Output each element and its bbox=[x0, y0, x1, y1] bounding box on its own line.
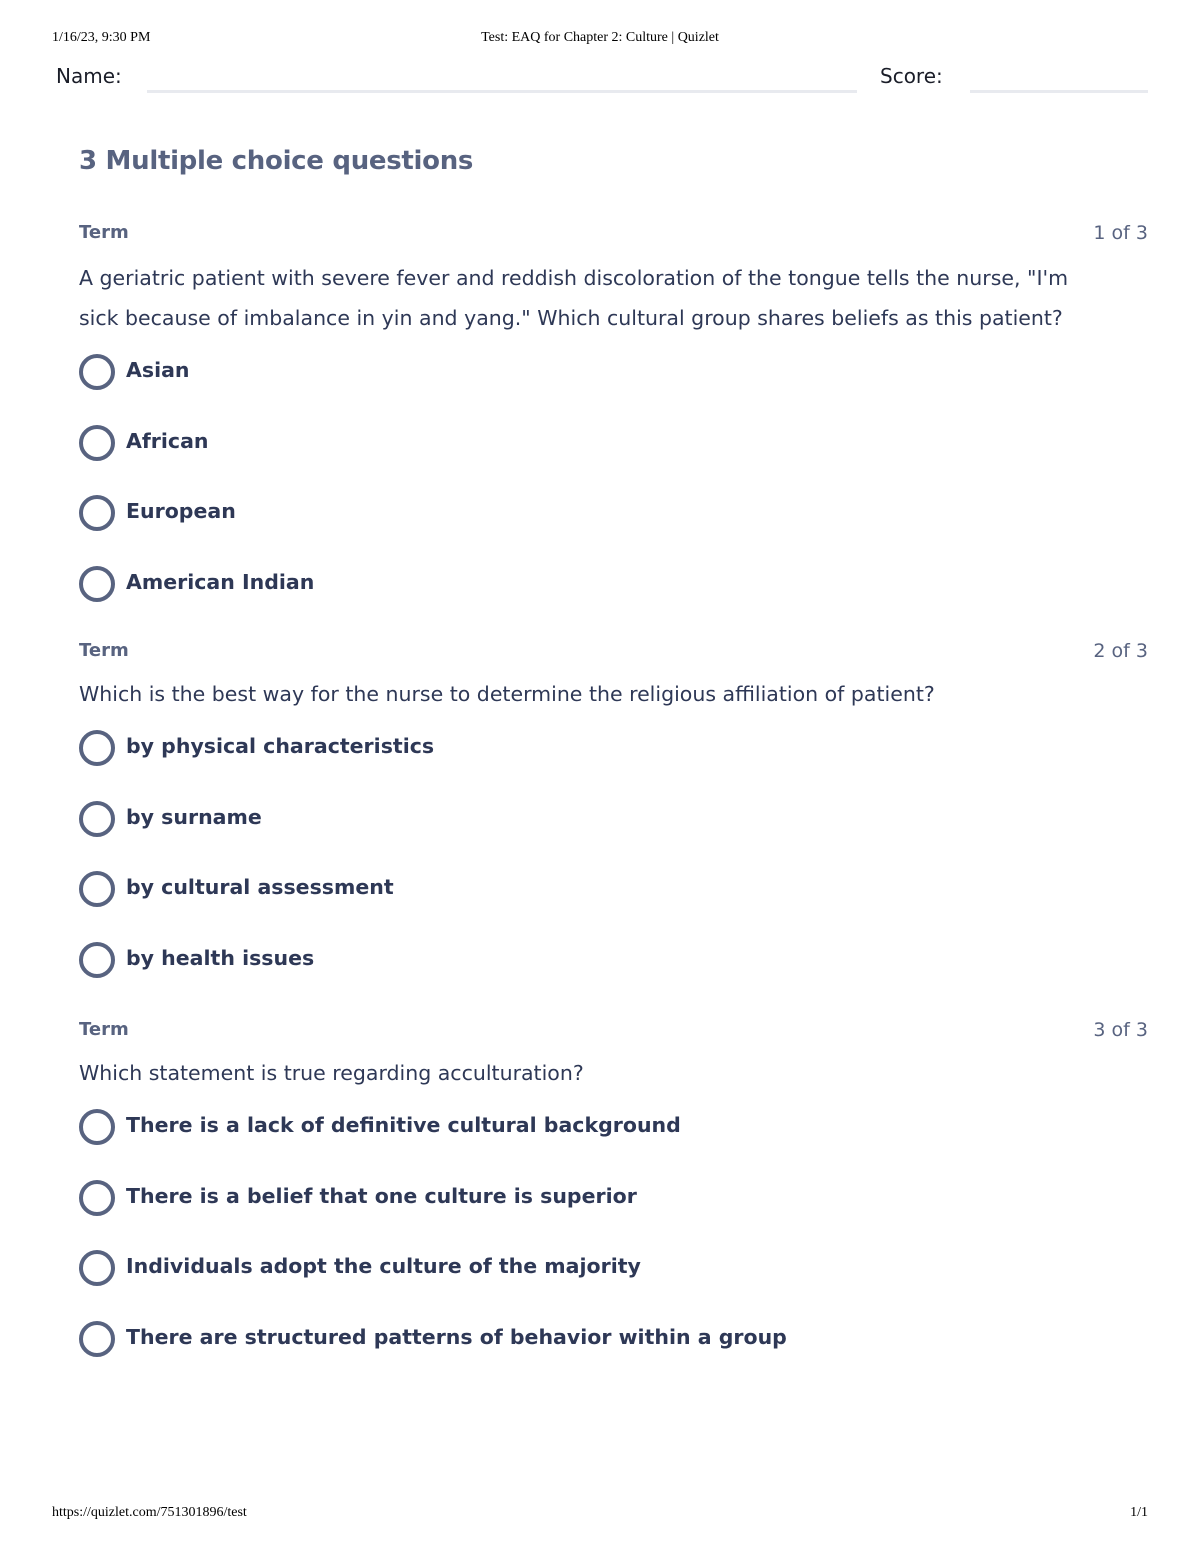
radio-button[interactable] bbox=[79, 495, 115, 531]
answer-option[interactable] bbox=[79, 495, 1148, 566]
answer-label: Asian bbox=[126, 358, 190, 382]
radio-button[interactable] bbox=[79, 730, 115, 766]
answer-options bbox=[79, 354, 1148, 637]
answer-option[interactable] bbox=[79, 1180, 1148, 1251]
score-label: Score: bbox=[880, 64, 943, 88]
answer-label: by physical characteristics bbox=[126, 734, 435, 758]
section-title: 3 Multiple choice questions bbox=[79, 146, 474, 176]
answer-option[interactable] bbox=[79, 1109, 1148, 1180]
question-header bbox=[79, 1019, 1148, 1041]
answer-label: American Indian bbox=[126, 570, 315, 595]
print-footer bbox=[52, 1505, 1148, 1523]
answer-label: European bbox=[126, 499, 236, 524]
answer-option[interactable] bbox=[79, 801, 1148, 872]
answer-label: There are structured patterns of behavior within a group bbox=[126, 1325, 787, 1350]
answer-label: African bbox=[126, 428, 209, 453]
answer-option[interactable] bbox=[79, 1321, 1148, 1392]
radio-button[interactable] bbox=[79, 801, 115, 837]
name-label: Name: bbox=[56, 64, 122, 88]
name-score-row bbox=[56, 62, 1148, 96]
question-text: Which is the best way for the nurse to determine the religious affiliation of patient? bbox=[79, 682, 935, 706]
radio-button[interactable] bbox=[79, 354, 115, 390]
answer-label: by health issues bbox=[126, 946, 315, 971]
answer-label: There is a belief that one culture is superior bbox=[126, 1183, 637, 1208]
print-header bbox=[52, 30, 1148, 50]
radio-button[interactable] bbox=[79, 1321, 115, 1357]
answer-option[interactable] bbox=[79, 942, 1148, 1013]
question-text: A geriatric patient with severe fever and reddish discoloration of the tongue tells the nurse, "I'm sick because of imbalance in yin and yang." Which cultural group shares beliefs as this patient? bbox=[79, 266, 1069, 330]
radio-button[interactable] bbox=[79, 425, 115, 461]
radio-button[interactable] bbox=[79, 1180, 115, 1216]
answer-label: Individuals adopt the culture of the majority bbox=[126, 1254, 641, 1279]
radio-button[interactable] bbox=[79, 566, 115, 602]
answer-label: by surname bbox=[126, 804, 262, 829]
answer-option[interactable] bbox=[79, 566, 1148, 637]
print-date: 1/16/23, 9:30 PM bbox=[52, 30, 151, 45]
question-header bbox=[79, 640, 1148, 662]
question-2 bbox=[79, 640, 1148, 1013]
term-label: Term bbox=[79, 1019, 129, 1040]
question-counter: 3 of 3 bbox=[1093, 1019, 1148, 1041]
radio-button[interactable] bbox=[79, 871, 115, 907]
term-label: Term bbox=[79, 222, 129, 243]
answer-option[interactable] bbox=[79, 871, 1148, 942]
name-field[interactable] bbox=[147, 90, 857, 93]
answer-option[interactable] bbox=[79, 730, 1148, 801]
question-counter: 1 of 3 bbox=[1093, 222, 1148, 244]
print-title: Test: EAQ for Chapter 2: Culture | Quizlet bbox=[481, 30, 719, 45]
score-field[interactable] bbox=[970, 90, 1148, 93]
answer-option[interactable] bbox=[79, 425, 1148, 496]
answer-options bbox=[79, 730, 1148, 1013]
answer-label: by cultural assessment bbox=[126, 875, 394, 900]
question-counter: 2 of 3 bbox=[1093, 640, 1148, 662]
question-3 bbox=[79, 1019, 1148, 1392]
answer-option[interactable] bbox=[79, 354, 1148, 425]
question-header bbox=[79, 222, 1148, 244]
question-text: Which statement is true regarding acculturation? bbox=[79, 1061, 584, 1085]
page-number: 1/1 bbox=[1130, 1505, 1148, 1520]
radio-button[interactable] bbox=[79, 1250, 115, 1286]
term-label: Term bbox=[79, 640, 129, 661]
question-1 bbox=[79, 222, 1148, 637]
answer-options bbox=[79, 1109, 1148, 1392]
answer-option[interactable] bbox=[79, 1250, 1148, 1321]
radio-button[interactable] bbox=[79, 942, 115, 978]
answer-label: There is a lack of definitive cultural background bbox=[126, 1113, 681, 1137]
page-url[interactable]: https://quizlet.com/751301896/test bbox=[52, 1505, 247, 1520]
radio-button[interactable] bbox=[79, 1109, 115, 1145]
